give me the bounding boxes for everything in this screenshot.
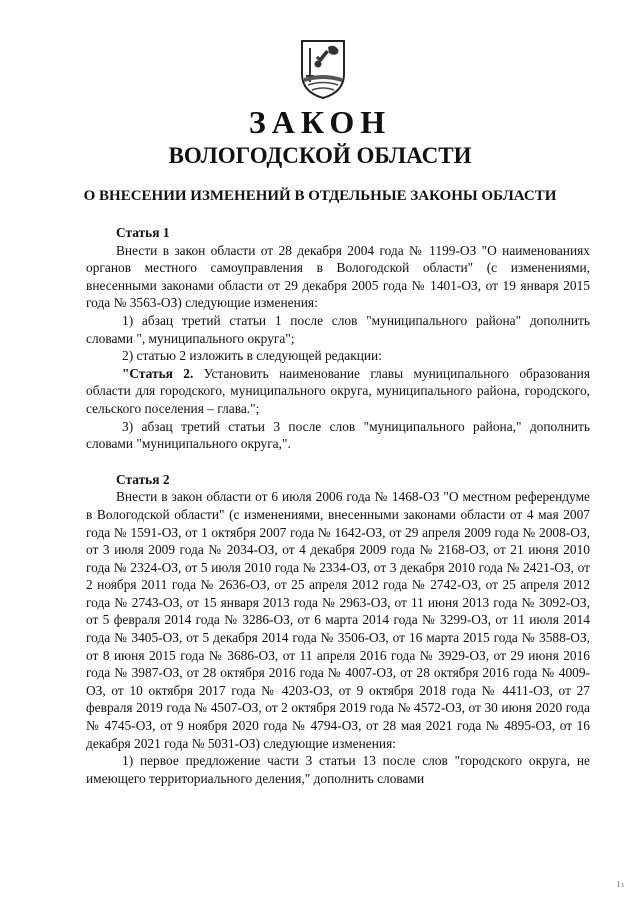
vologda-coat-of-arms-icon — [298, 38, 348, 100]
law-heading: О ВНЕСЕНИИ ИЗМЕНЕНИЙ В ОТДЕЛЬНЫЕ ЗАКОНЫ ОБЛАСТИ — [83, 188, 557, 204]
article-1-item-1: 1) абзац третий статьи 1 после слов "муниципального района" дополнить словами ", муниципального округа"; — [86, 312, 590, 346]
article-1-intro: Внести в закон области от 28 декабря 2004 года № 1199-ОЗ "О наименованиях органов местного самоуправления в Вологодской области" (с изменениями, внесенными законами области от 29 декабря 2005 года № 1401-ОЗ, от 19 января 2015 года № 3563-ОЗ) следующие изменения: — [86, 242, 590, 311]
article-1-item-3: 3) абзац третий статьи 3 после слов "муниципального района," дополнить словами "муниципального округа,". — [86, 418, 590, 452]
quote-article-text: Установить наименование главы муниципального образования области для городского, муниципального округа, муниципального района, городского, сельского поселения – глава."; — [86, 365, 590, 416]
article-1-quote — [86, 365, 590, 418]
law-body — [86, 224, 590, 787]
corner-mark: I ı — [617, 880, 624, 889]
law-region: ВОЛОГОДСКОЙ ОБЛАСТИ — [168, 143, 472, 168]
article-2-intro: Внести в закон области от 6 июля 2006 года № 1468-ОЗ "О местном референдуме в Вологодской области" (с изменениями, внесенными законами области от 4 мая 2007 года № 1591-ОЗ, от 1 октября 2007 года № 1642-ОЗ, от 29 апреля 2009 года № 2008-ОЗ, от 3 июля 2009 года № 2034-ОЗ, от 4 декабря 2009 года № 2168-ОЗ, от 21 июня 2010 года № 2324-ОЗ, от 5 июля 2010 года № 2334-ОЗ, от 3 декабря 2010 года № 2421-ОЗ, от 2 ноября 2011 года № 2636-ОЗ, от 25 апреля 2012 года № 2742-ОЗ, от 25 апреля 2012 года № 2743-ОЗ, от 15 января 2013 года № 2963-ОЗ, от 11 июня 2013 года № 3092-ОЗ, от 5 февраля 2014 года № 3286-ОЗ, от 6 марта 2014 года № 3299-ОЗ, от 11 июля 2014 года № 3405-ОЗ, от 5 декабря 2014 года № 3506-ОЗ, от 16 марта 2015 года № 3588-ОЗ, от 8 июня 2015 года № 3686-ОЗ, от 11 апреля 2016 года № 3929-ОЗ, от 29 июня 2016 года № 3987-ОЗ, от 28 октября 2016 года № 4007-ОЗ, от 28 октября 2016 года № 4009-ОЗ, от 10 октября 2017 года № 4203-ОЗ, от 9 октября 2018 года № 4411-ОЗ, от 27 февраля 2019 года № 4507-ОЗ, от 2 октября 2019 года № 4572-ОЗ, от 30 июня 2020 года № 4745-ОЗ, от 9 ноября 2020 года № 4794-ОЗ, от 28 мая 2021 года № 4895-ОЗ, от 16 декабря 2021 года № 5031-ОЗ) следующие изменения: — [86, 489, 590, 751]
quote-article-label: "Статья 2. — [122, 365, 194, 381]
article-2-heading: Статья 2 — [116, 471, 170, 487]
law-title: ЗАКОН — [248, 104, 392, 140]
article-1-item-2: 2) статью 2 изложить в следующей редакции: — [122, 348, 382, 364]
article-2-item-1: 1) первое предложение части 3 статьи 13 после слов "городского округа, не имеющего территориального деления," дополнить словами — [86, 753, 590, 786]
article-1-heading: Статья 1 — [116, 225, 170, 240]
